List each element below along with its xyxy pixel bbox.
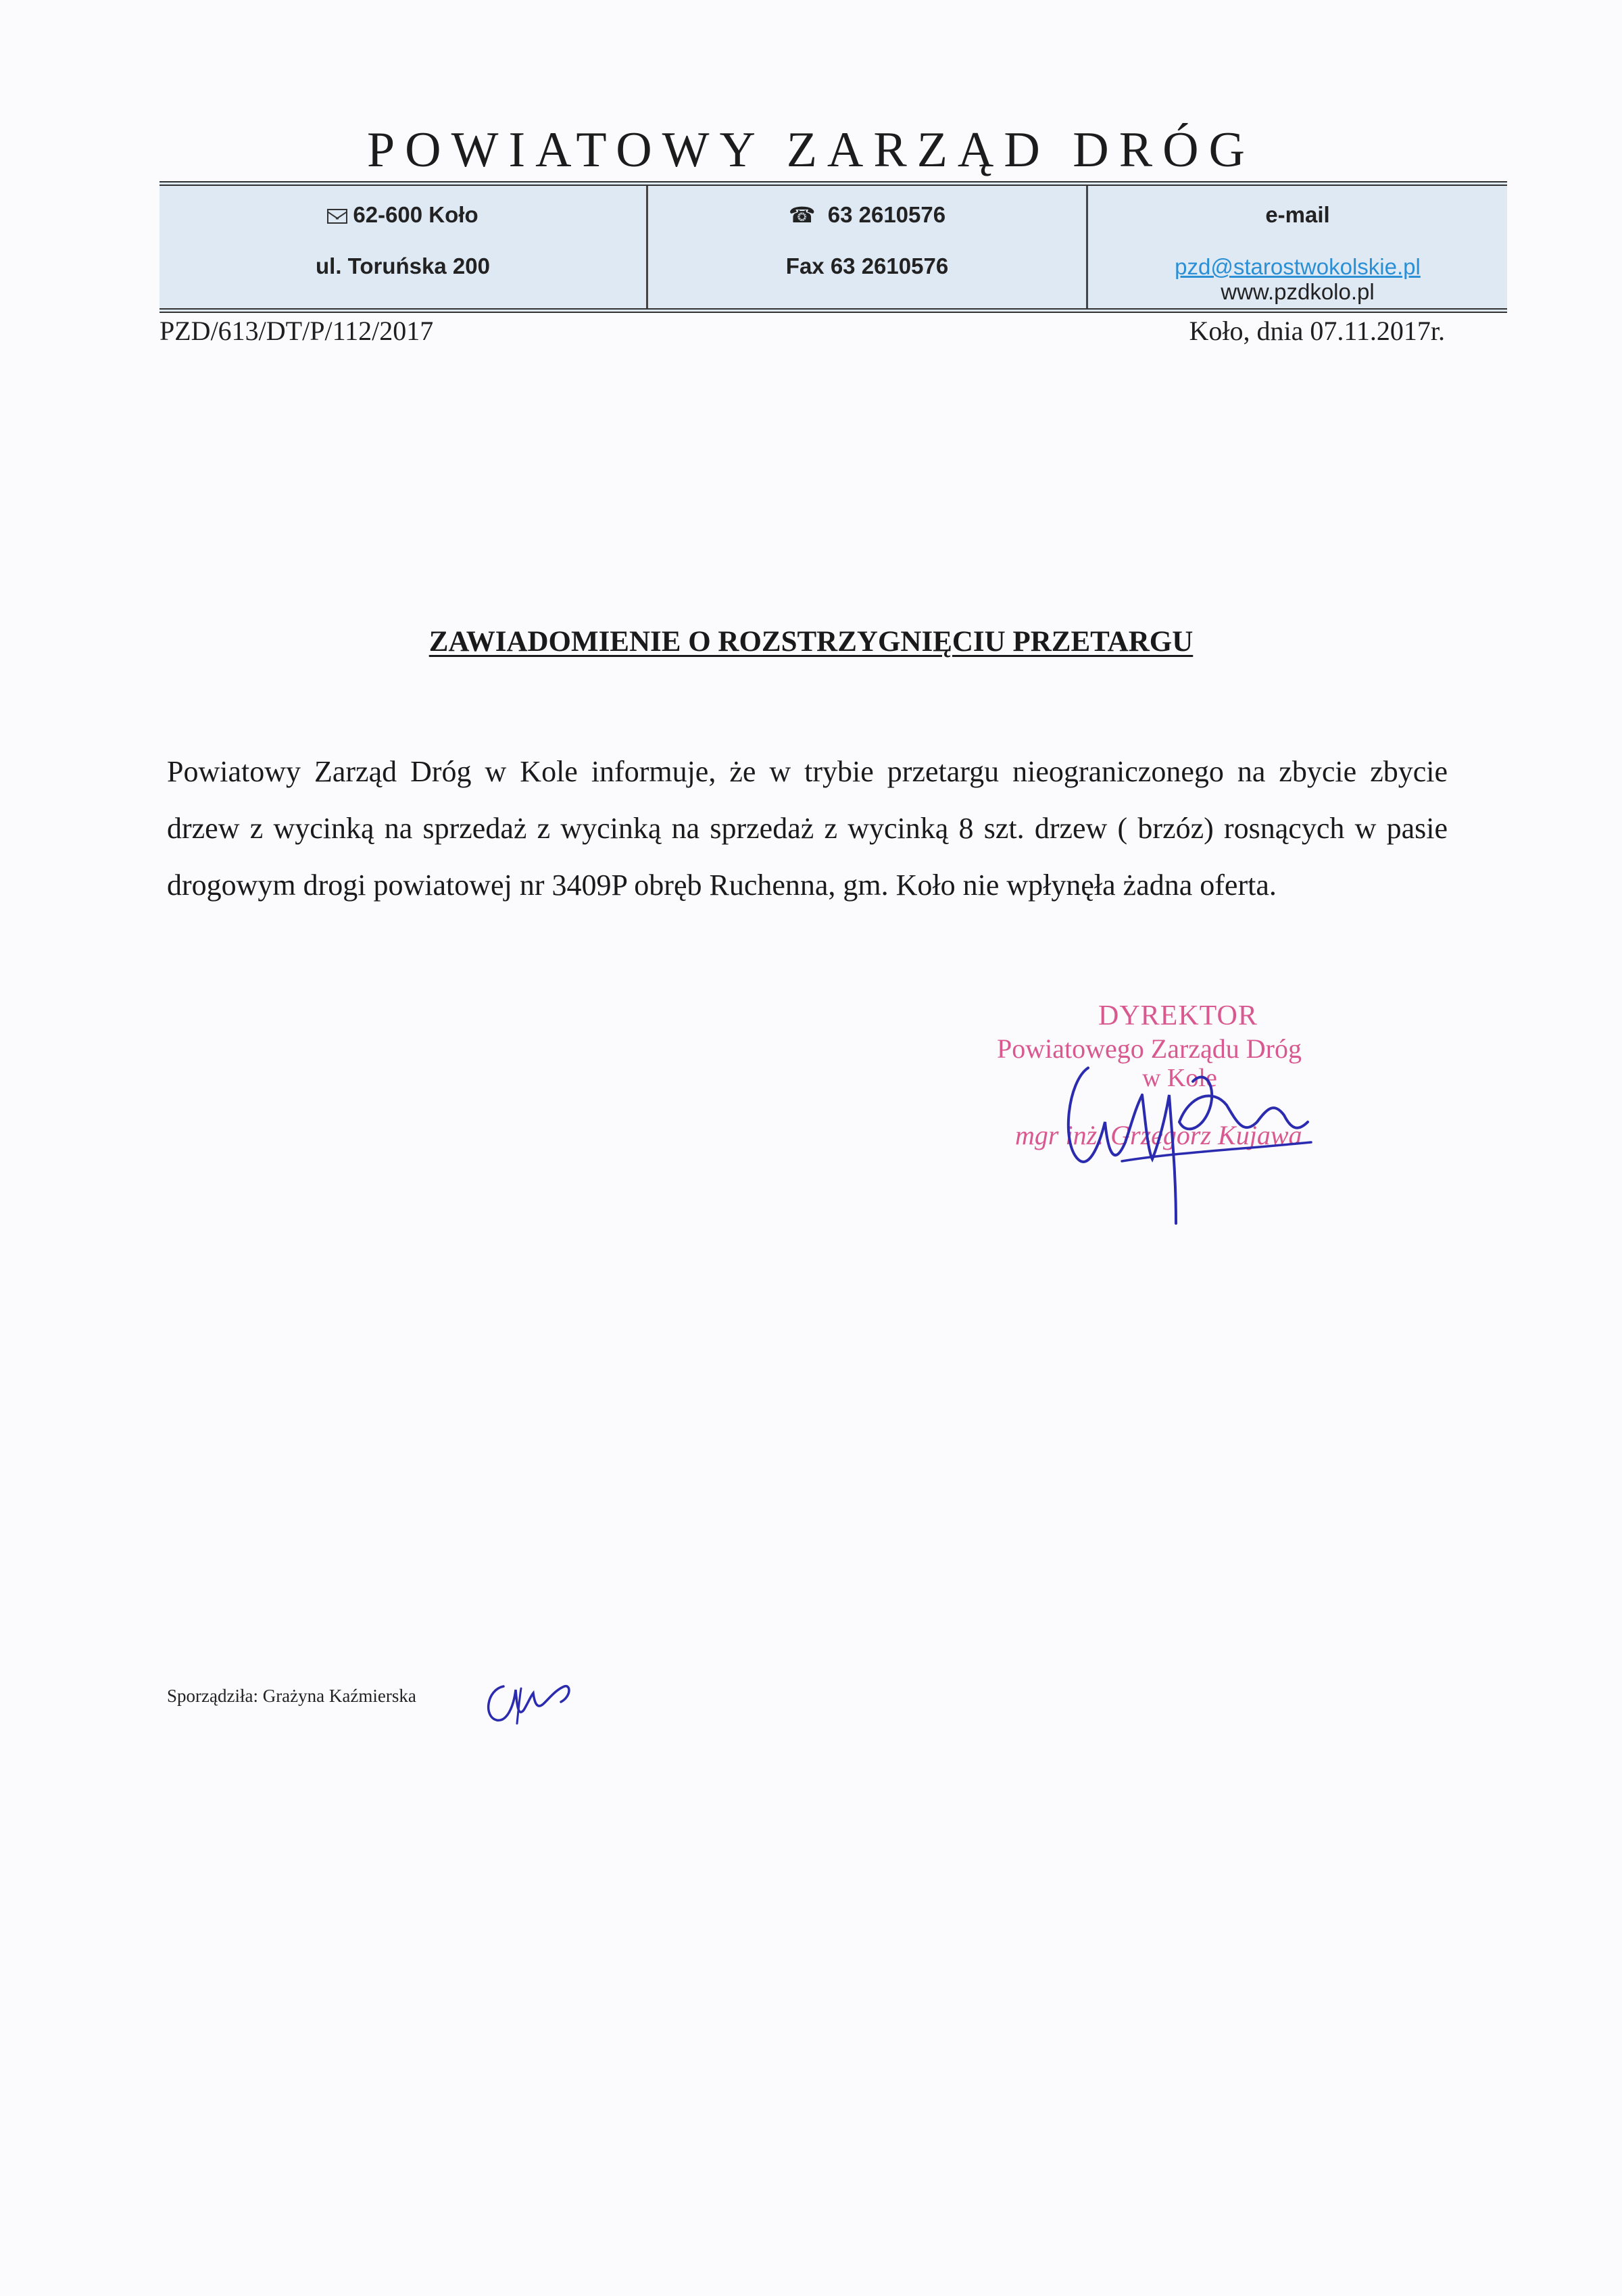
website-link[interactable]: www.pzdkolo.pl bbox=[1221, 279, 1375, 304]
street-address: ul. Toruńska 200 bbox=[316, 253, 490, 278]
email-label: e-mail bbox=[1265, 202, 1330, 227]
envelope-icon bbox=[327, 209, 347, 224]
organization-name: POWIATOWY ZARZĄD DRÓG bbox=[367, 122, 1255, 178]
postal-address: 62-600 Koło bbox=[353, 202, 478, 227]
email-cell bbox=[1086, 186, 1507, 308]
telephone-icon: ☎ bbox=[788, 203, 816, 227]
prepared-by: Sporządziła: Grażyna Kaźmierska bbox=[167, 1686, 416, 1706]
preparer-initials bbox=[476, 1669, 585, 1730]
email-link[interactable]: pzd@starostwokolskie.pl bbox=[1175, 254, 1421, 279]
document-title: ZAWIADOMIENIE O ROZSTRZYGNIĘCIU PRZETARGU bbox=[428, 626, 1194, 658]
place-and-date: Koło, dnia 07.11.2017r. bbox=[1189, 316, 1445, 346]
telephone-number: 63 2610576 bbox=[827, 202, 946, 227]
stamp-person: mgr inż. Grzegorz Kujawa bbox=[1015, 1120, 1302, 1150]
phone-cell bbox=[646, 186, 1086, 308]
director-signature bbox=[1041, 1041, 1338, 1230]
stamp-title: DYREKTOR bbox=[1098, 1000, 1258, 1031]
reference-number: PZD/613/DT/P/112/2017 bbox=[159, 316, 434, 346]
address-cell bbox=[159, 186, 646, 308]
body-paragraph: Powiatowy Zarząd Dróg w Kole informuje, że w trybie przetargu nieograniczonego na zbycie zbycie drzew z wycinką na sprzedaż z wycinką na sprzedaż z wycinką 8 szt. drzew ( brzóz) rosnących w pasie drogowym drogi powiatowej nr 3409P obręb Ruchenna, gm. Koło nie wpłynęła żadna oferta. bbox=[167, 755, 1448, 902]
stamp-organization: Powiatowego Zarządu Dróg bbox=[997, 1033, 1302, 1064]
letterhead-contact-table bbox=[159, 181, 1507, 313]
stamp-place: w Kole bbox=[1142, 1064, 1217, 1092]
fax-number: Fax 63 2610576 bbox=[785, 253, 949, 278]
